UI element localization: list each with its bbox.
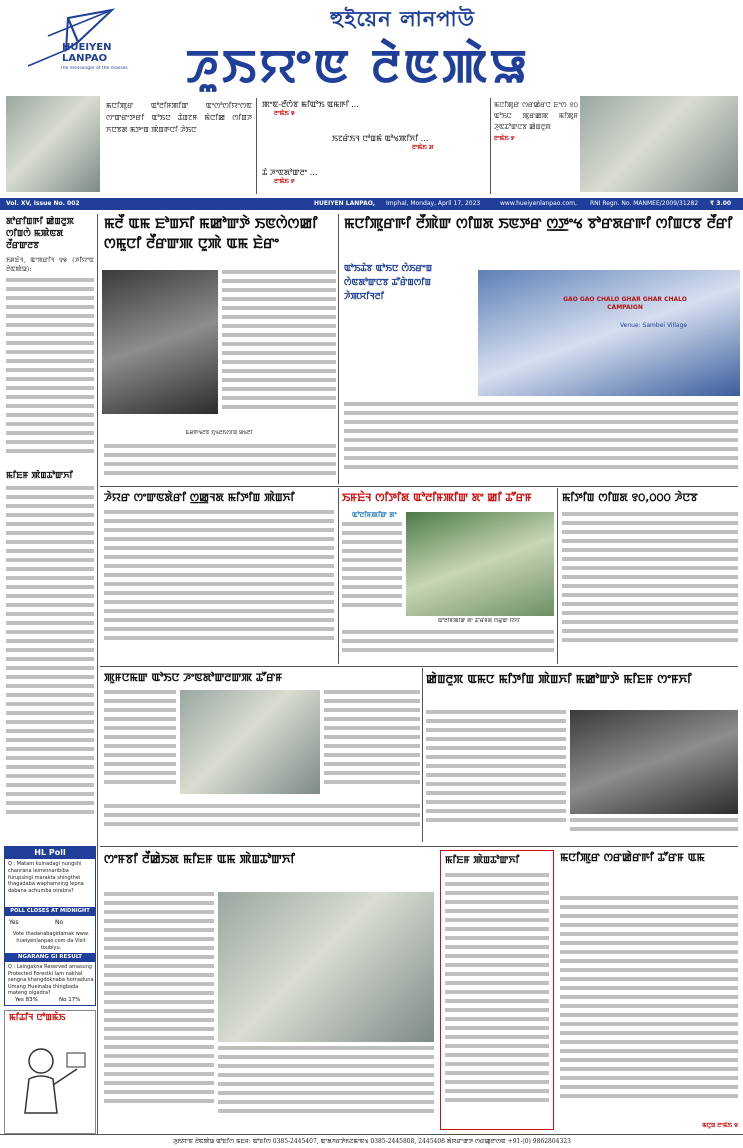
teaser-mid-3-text: ꯊꯥ ꯍꯦꯟꯗꯣꯛꯂꯦ ... [262, 168, 318, 177]
story1-headline[interactable]: ꯃꯂꯩ ꯑꯃ ꯐꯣꯡꯈꯤ ꯃꯀꯣꯛꯇꯥ ꯏꯟꯁꯥꯁꯀꯤ ꯁꯃꯨꯅꯤ ꯂꯩꯔꯛꯄ ꯅꯨꯄꯥ ꯑꯃ ꯐꯥꯔꯦ [104, 216, 318, 252]
poll-vote-note[interactable]: Vote thadanabagidamak www. hueiyenlanpao.com da Visit toubiyu. [12, 931, 90, 951]
cartoon-title: ꯃꯤꯊꯤꯜ ꯅꯣꯡꯃꯥꯏ [9, 1013, 66, 1023]
left-col-body [6, 278, 94, 453]
place-date: Imphal, Monday, April 17, 2023 [386, 200, 481, 207]
title-bengali: হুইয়েন লানপাউ [330, 7, 475, 31]
footer-text: ꯍꯨꯏꯌꯦꯟ ꯂꯥꯟꯄꯥꯎ ꯑꯣꯐꯤꯁ ꯃꯐꯝ: ꯑꯣꯐꯤꯁ 0385-2445407, ꯑꯦꯗꯚꯔꯇꯥꯏꯖꯃꯦꯟꯠ 0385-2445808, 2445408 ꯗꯥꯌꯔꯦꯛꯇ ꯁꯔꯀꯨꯂꯦꯁꯟ +91-(0) 9862804323 [173, 1138, 571, 1145]
teaser-mid-2[interactable] [332, 134, 488, 152]
teaser-mid-3[interactable] [262, 168, 488, 186]
story4-caption: ꯑꯣꯂꯤꯝꯄꯤꯛ ꯗꯦ ꯊꯧꯔꯝꯗ ꯁꯔꯨꯛ ꯌꯥꯈꯤ [437, 618, 521, 624]
teaser-right-page: ꯂꯦꯃꯥꯏ ꯸ [494, 135, 515, 142]
story7-photo [570, 710, 738, 814]
left-col-byline: ꯏꯝꯐꯥꯜ, ꯑꯦꯞꯔꯤꯜ ꯱꯶ (ꯍꯤꯌꯦꯟ ꯂꯥꯟꯄꯥꯎ): [6, 256, 94, 274]
brand-line1: HUEIYEN [62, 42, 112, 53]
story8-photo [218, 892, 434, 1042]
teaser-right-text[interactable] [494, 100, 578, 192]
story8-body-left [104, 892, 214, 1128]
teaser-mid [262, 98, 488, 194]
story10-headline[interactable]: ꯃꯅꯤꯄꯨꯔ ꯁꯔꯀꯥꯔꯒꯤ ꯊꯧꯔꯝ ꯑꯃ [560, 851, 705, 864]
story6-body-right [324, 690, 420, 800]
teaser-mid-2-text: ꯏꯖꯔꯥꯏꯜ ꯅꯣꯡꯃꯥ ꯑꯣꯠꯄꯤꯈꯤ ... [332, 134, 429, 143]
story9-body [441, 871, 553, 1109]
poll-closes: POLL CLOSES AT MIDNIGHT [5, 907, 95, 916]
poll-result-yes: Yes 83% [15, 997, 38, 1003]
cartoon-box [4, 1010, 96, 1134]
teaser-left-text: ꯃꯅꯤꯄꯨꯔ ꯑꯣꯂꯤꯝꯄꯤꯛ ꯑꯦꯁꯣꯁꯤꯌꯦꯁꯟ ꯁꯦꯛꯔꯦꯇꯔꯤ ꯑꯣꯏꯅ ꯊꯥꯡꯖꯝ ꯃꯥꯅꯤꯀ ꯁꯤꯡꯍ ꯈꯅꯕꯗ ꯃꯇꯦꯡ ꯄꯥꯡꯒꯅꯤ ꯍꯥꯏꯅ [106, 101, 252, 134]
teaser-mid-1-page: ꯂꯦꯃꯥꯏ ꯶ [274, 110, 295, 118]
website[interactable]: www.hueiyenlanpao.com, [500, 200, 577, 207]
story5-headline[interactable]: ꯃꯤꯇꯤꯡ ꯁꯤꯡꯗ ꯱꯰,꯰꯰꯰ ꯍꯥꯅꯕ [562, 491, 698, 504]
poll-result-no: No 17% [59, 997, 81, 1003]
story8-body-bottom [218, 1046, 434, 1128]
story4-headline[interactable]: ꯏꯝꯐꯥꯜ ꯁꯤꯇꯤꯗ ꯑꯣꯂꯤꯝꯄꯤꯛ ꯗꯦ ꯀꯤ ꯊꯧꯔꯝ [342, 491, 532, 504]
left-col2-headline: ꯃꯤꯐꯝ ꯄꯥꯡꯊꯣꯛꯈꯤ [6, 471, 73, 481]
price: ₹ 3.00 [710, 200, 732, 207]
story10-body [560, 896, 738, 1128]
story2-headline[interactable]: ꯃꯅꯤꯄꯨꯔꯒꯤ ꯂꯩꯄꯥꯛ ꯁꯤꯡꯗ ꯏꯟꯇꯔ ꯁ꯭ꯇꯦꯠ ꯕꯣꯔꯗꯔꯒꯤ ꯁꯤꯡꯅꯕ ꯂꯩꯔꯤ [344, 216, 733, 232]
left-col-headline: ꯗꯣꯔꯤꯡꯒꯤ ꯀꯥꯡꯂꯨꯞ ꯁꯤꯡꯁꯥ ꯃꯄꯥꯟꯗ ꯂꯩꯔꯛꯂꯕ [6, 217, 74, 251]
story4-photo [406, 512, 554, 616]
poll-result-label: NGARANG GI RESULT [5, 953, 95, 962]
poll-yes-label: Yes [9, 919, 19, 926]
brand-name [62, 42, 142, 64]
story7-headline[interactable]: ꯀꯥꯡꯂꯨꯞ ꯑꯃꯅ ꯃꯤꯇꯤꯡ ꯄꯥꯡꯈꯤ ꯃꯀꯣꯛꯇꯥ ꯃꯤꯐꯝ ꯁꯦꯝꯈꯤ [426, 672, 692, 686]
publication-name: HUEIYEN LANPAO, [314, 200, 376, 207]
story3-headline[interactable]: ꯍꯥꯌꯔ ꯁꯦꯛꯟꯗꯥꯔꯤ ꯁ꯭ꯀꯨꯜꯗ ꯃꯤꯇꯤꯡ ꯄꯥꯡꯈꯤ [104, 491, 295, 504]
story6-photo [180, 690, 320, 794]
story9-headline[interactable]: ꯃꯤꯐꯝ ꯄꯥꯡꯊꯣꯛꯈꯤ [445, 855, 520, 866]
teaser-mid-1-text: ꯄꯦꯟ-ꯂꯩꯁꯥꯕ ꯃꯤꯑꯣꯏ ꯑꯃꯒꯤ ... [262, 100, 359, 109]
teaser-mid-1[interactable] [262, 100, 488, 118]
poll-result-question: Q : Leingakna Reserved amasung Protected Forestki lam nakhel sengna khangdoknaba hotnaduna Umang Hueinaba thingbada mateng oigadra? [8, 964, 94, 996]
story2-venue-text: Venue: Sambei Village [620, 322, 688, 329]
cartoon-drawing-icon [11, 1033, 91, 1129]
story7-body-left [426, 710, 566, 838]
story2-banner-text: GAO GAO CHALO GHAR GHAR CHALO CAMPAIGN [563, 296, 687, 311]
story4-tag: ꯑꯣꯂꯤꯝꯄꯤꯛ ꯗꯦ [352, 510, 397, 519]
hl-poll-box [4, 846, 96, 1006]
poll-yes-option[interactable] [9, 919, 49, 927]
story3-body [104, 510, 334, 660]
story1-body-right [222, 270, 336, 414]
story2-deck: ꯑꯣꯏꯊꯥꯕ ꯑꯣꯏꯅ ꯁꯥꯏꯔꯦꯡ ꯁꯥꯟꯗꯣꯛꯅꯕ ꯊꯧꯔꯥꯡꯁꯤꯡ ꯍꯥꯄꯆꯤꯜꯂꯤ [344, 264, 433, 302]
story4-body-bottom [342, 630, 554, 662]
story8-headline[interactable]: ꯁꯦꯝꯕꯤ ꯂꯩꯀꯥꯏꯗ ꯃꯤꯐꯝ ꯑꯃ ꯄꯥꯡꯊꯣꯛꯈꯤ [104, 852, 295, 866]
story10-more-link[interactable]: ꯃꯅꯨꯡ ꯂꯦꯃꯥꯏ ꯶ [702, 1122, 738, 1129]
teaser-mid-3-page: ꯂꯦꯃꯥꯏ ꯸ [274, 178, 295, 186]
poll-question: Q : Matam kuinadagi nungshi chanrana leiminnaribiba furupsingi marakta shingthei thagadaba waphamsing lepna dabana achumba oirabra? [8, 861, 84, 895]
teaser-mid-2-page: ꯂꯦꯃꯥꯏ ꯷ [412, 144, 434, 152]
story6-headline[interactable]: ꯄꯨꯝꯅꯃꯛ ꯑꯣꯏꯅ ꯍꯦꯟꯗꯣꯛꯂꯛꯄ ꯊꯧꯔꯝ [104, 671, 283, 684]
left-column-story [6, 216, 94, 466]
left-col2-body [6, 486, 94, 814]
story7-body-right [570, 818, 738, 840]
story1-body-bottom [104, 444, 336, 484]
brand-line2: LANPAO [62, 53, 108, 64]
tagline: The messenger of the masses [60, 66, 128, 71]
teaser-photo-right [580, 96, 738, 192]
story4-body-left [342, 522, 402, 622]
volume-number: Vol. XV, Issue No. 002 [6, 200, 80, 207]
poll-label: HL Poll [34, 848, 66, 857]
rni-number: RNI Regn. No. MANMEE/2009/31282 [590, 200, 699, 207]
story5-body [562, 512, 738, 660]
poll-no-option[interactable] [55, 919, 91, 927]
masthead [0, 0, 743, 96]
story6-body-bottom [104, 804, 420, 836]
left-column-story2 [6, 470, 94, 840]
story6-body-left [104, 690, 176, 800]
story2-photo [478, 270, 740, 396]
poll-header [5, 847, 95, 859]
teaser-photo-left [6, 96, 100, 192]
poll-no-label: No [55, 919, 64, 926]
story9-box [440, 850, 554, 1130]
info-bar [0, 198, 743, 210]
teaser-right-body: ꯃꯅꯤꯄꯨꯔ ꯁꯔꯀꯥꯔꯅ ꯐꯦꯁ ꯱꯰ ꯑꯣꯏꯅ ꯄꯨꯔꯀꯄ ꯃꯤꯄꯨꯝ ꯍꯨꯟꯊꯣꯛꯅꯕ ꯀꯥꯡꯂꯨꯞ [494, 101, 578, 131]
story2-body [344, 402, 738, 482]
story1-photo [102, 270, 218, 414]
story1-caption: ꯐꯥꯔꯒꯠꯂꯕ ꯈꯨꯠꯂꯥꯏꯁꯤꯡ ꯎꯠꯂꯤ [185, 430, 253, 436]
title-meitei: ꯍꯨꯏꯌꯦꯟ ꯂꯥꯟꯄꯥꯎ [186, 39, 531, 93]
